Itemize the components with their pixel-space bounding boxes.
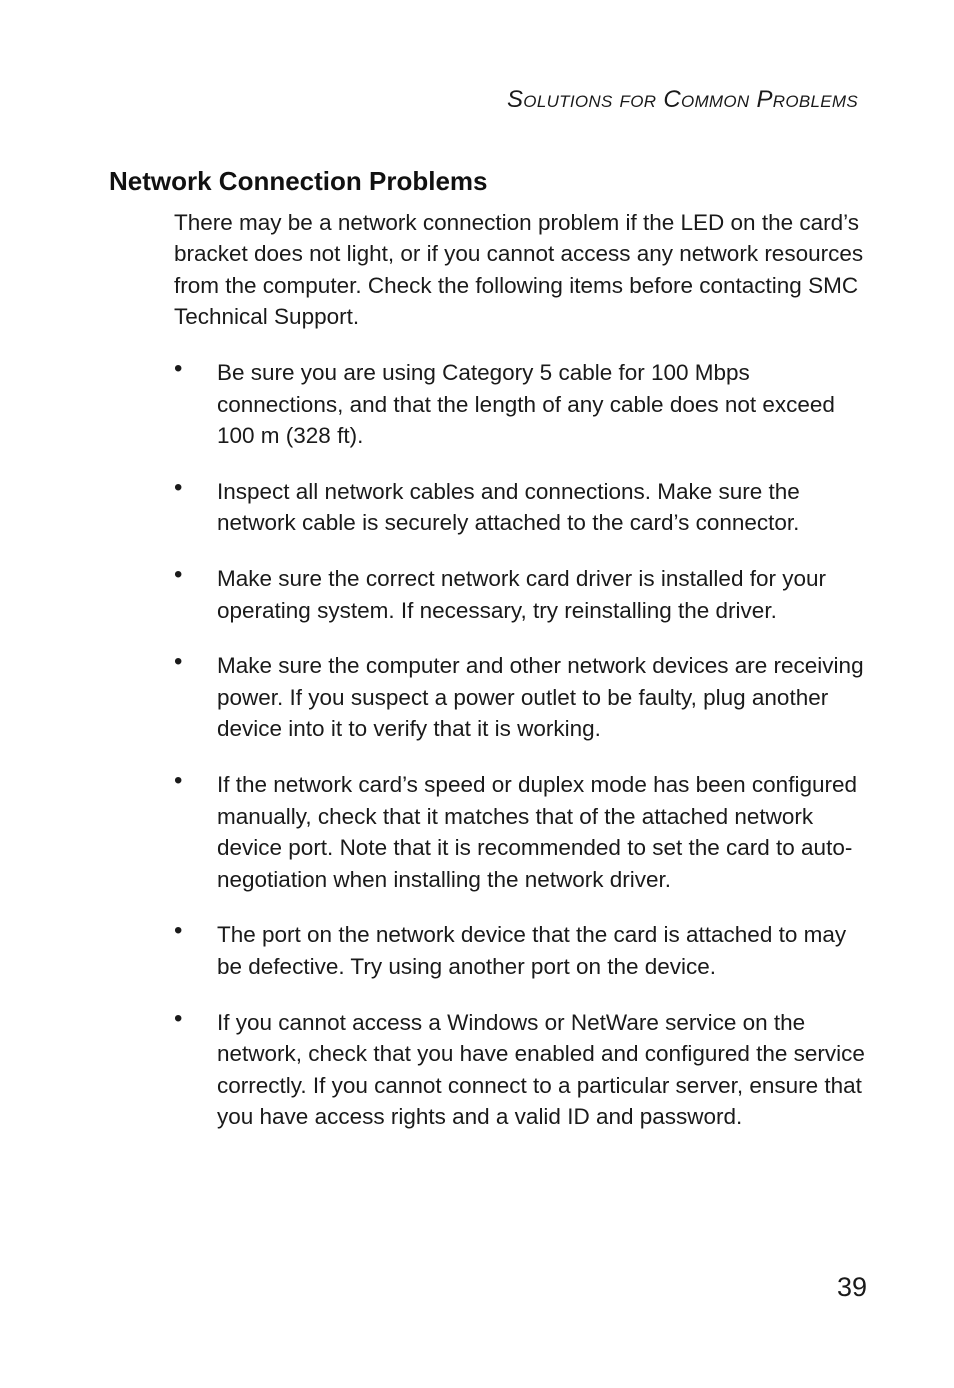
bullet-icon: •	[174, 560, 183, 588]
list-item	[172, 650, 872, 745]
list-item-text: If the network card’s speed or duplex mode has been configured manually, check that it matches that of the attached network device port. Note that it is recommended to set the card to auto-negotiation when installing the network driver.	[217, 771, 857, 892]
list-item	[172, 560, 872, 626]
intro-paragraph: There may be a network connection problem if the LED on the card’s bracket does not light, or if you cannot access any network resources from the computer. Check the following items before contacting SMC Technical Support.	[174, 210, 864, 329]
list-item	[172, 473, 872, 539]
list-item-text: The port on the network device that the card is attached to may be defective. Try using another port on the device.	[217, 922, 847, 979]
list-item-text: Make sure the correct network card driver is installed for your operating system. If necessary, try reinstalling the driver.	[217, 565, 826, 623]
list-item-text: Make sure the computer and other network devices are receiving power. If you suspect a power outlet to be faulty, plug another device into it to verify that it is working.	[217, 653, 864, 742]
list-item	[172, 1004, 872, 1133]
list-item-text: If you cannot access a Windows or NetWare service on the network, check that you have enabled and configured the service correctly. If you cannot connect to a particular server, ensure that you have access rights and a valid ID and password.	[217, 1009, 865, 1130]
troubleshooting-list	[172, 357, 872, 1157]
bullet-icon: •	[174, 473, 183, 501]
bullet-icon: •	[174, 355, 183, 382]
page-number: 39	[836, 1272, 867, 1302]
bullet-icon: •	[174, 766, 183, 794]
list-item-text: Be sure you are using Category 5 cable for 100 Mbps connections, and that the length of any cable does not exceed 100 m (328 ft).	[217, 360, 835, 449]
list-item	[172, 357, 872, 452]
list-item	[172, 766, 872, 895]
list-item	[172, 919, 872, 982]
bullet-icon: •	[174, 917, 183, 945]
section-heading: Network Connection Problems	[109, 166, 488, 196]
list-item-text: Inspect all network cables and connections. Make sure the network cable is securely attached to the card’s connector.	[217, 478, 800, 536]
running-header: Solutions for Common Problems	[506, 86, 858, 113]
bullet-icon: •	[174, 648, 183, 676]
bullet-icon: •	[174, 1004, 183, 1032]
